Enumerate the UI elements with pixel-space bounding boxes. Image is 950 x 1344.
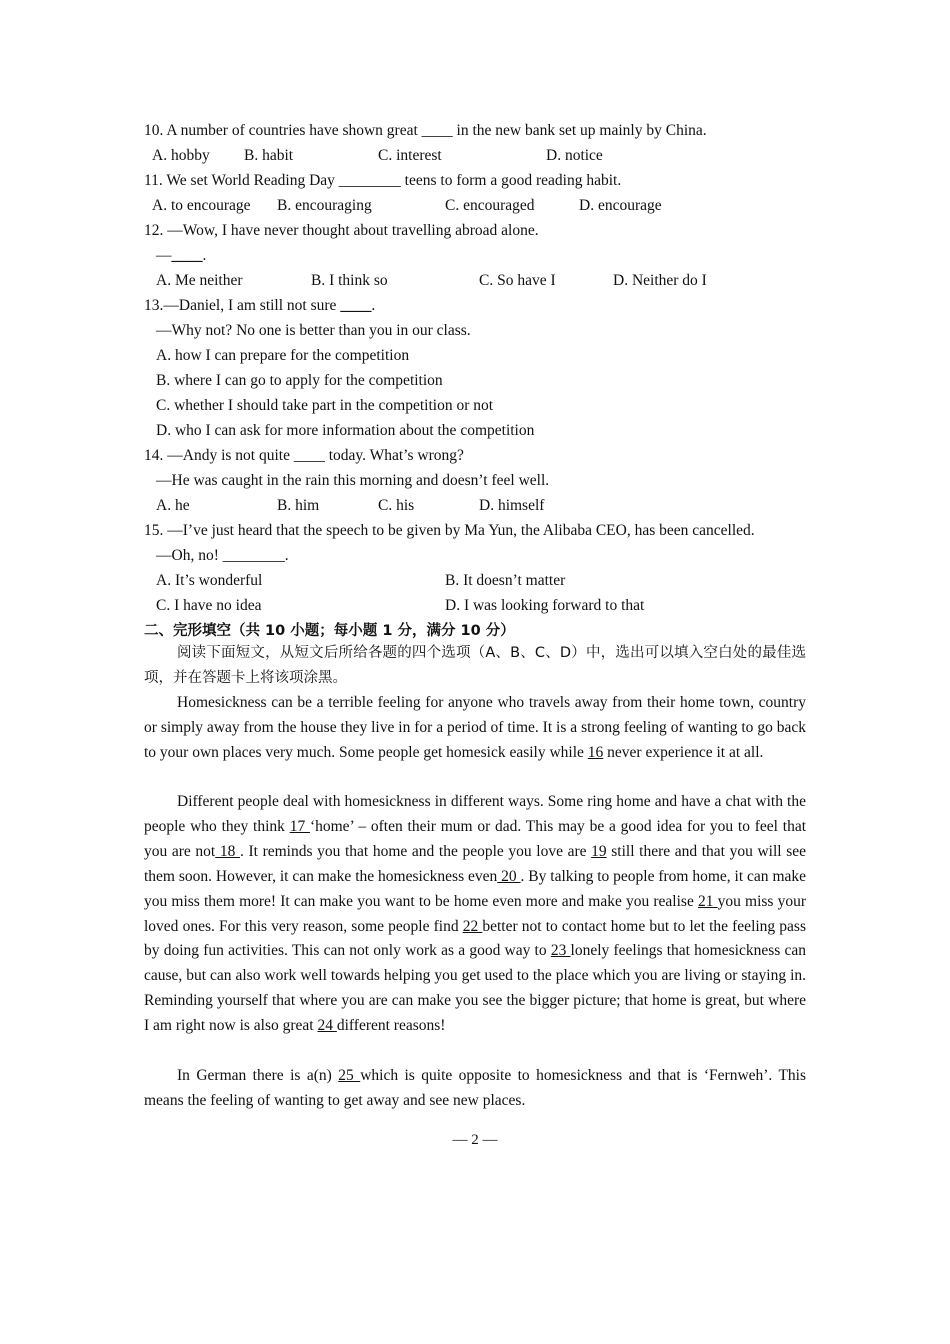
q10-option-c: C. interest — [378, 147, 442, 164]
question-15-stem: 15. —I’ve just heard that the speech to be given by Ma Yun, the Alibaba CEO, has been cancelled. — [144, 522, 755, 539]
q14-option-a: A. he — [156, 497, 190, 514]
q11-option-c: C. encouraged — [445, 197, 535, 214]
section-instruction: 阅读下面短文，从短文后所给各题的四个选项（A、B、C、D）中，选出可以填入空白处的最佳选项，并在答题卡上将该项涂黑。 — [144, 645, 806, 686]
q11-option-b: B. encouraging — [277, 197, 372, 214]
blank-19: 19 — [591, 842, 607, 860]
question-12-stem: 12. —Wow, I have never thought about travelling abroad alone. — [144, 222, 539, 239]
blank-16: 16 — [587, 743, 604, 761]
passage-paragraph-3: In German there is a(n) 25 which is quite opposite to homesickness and that is ‘Fernweh’. This means the feeling of wanting to get away and see new places. — [144, 1067, 807, 1109]
q13-option-a: A. how I can prepare for the competition — [156, 347, 410, 364]
q12-option-a: A. Me neither — [156, 272, 243, 289]
q12-reply-blank: ____ — [171, 247, 203, 264]
question-10-stem: 10. A number of countries have shown great ____ in the new bank set up mainly by China. — [144, 122, 707, 139]
q15-option-d: D. I was looking forward to that — [445, 597, 645, 614]
question-14-stem: 14. —Andy is not quite ____ today. What’s wrong? — [144, 447, 464, 464]
blank-20: 20 — [497, 867, 521, 885]
q12-option-d: D. Neither do I — [613, 272, 707, 289]
blank-17: 17 — [289, 817, 310, 835]
blank-18: 18 — [215, 842, 240, 860]
q13-option-d: D. who I can ask for more information about the competition — [156, 422, 535, 439]
question-11-stem: 11. We set World Reading Day ________ teens to form a good reading habit. — [144, 172, 622, 189]
question-12-reply — [156, 246, 206, 266]
q14-option-b: B. him — [277, 497, 320, 514]
page-number: — 2 — — [452, 1132, 498, 1148]
q12-reply-end: . — [202, 247, 207, 264]
passage-paragraph-2: Different people deal with homesickness in different ways. Some ring home and have a chat with the people who they think 17 ‘home’ – often their mum or dad. This may be a good idea for you to feel that you are not 18 . It reminds you that home and the people you love are 19 still there and that you will see them soon. However, it can make the homesickness even 20 . By talking to people from home, it can make you miss them more! It can make you want to be home even more and make you realise 21 you miss your loved ones. For this very reason, some people find 22 better not to contact home but to let the feeling pass by doing fun activities. This can not only work as a good way to 23 lonely feelings that homesickness can cause, but can also work well towards helping you get used to the place which you are living or staying in. Reminding yourself that where you are can make you see the bigger picture; that home is great, but where I am right now is also great 24 different reasons! — [144, 793, 807, 1035]
blank-24: 24 — [317, 1017, 337, 1035]
q13-stem-text: 13.—Daniel, I am still not sure — [144, 297, 341, 314]
blank-23: 23 — [550, 942, 571, 960]
q15-option-a: A. It’s wonderful — [156, 572, 263, 589]
blank-25: 25 — [338, 1067, 361, 1084]
q10-option-d: D. notice — [546, 147, 603, 164]
q15-option-b: B. It doesn’t matter — [445, 572, 566, 589]
q14-option-d: D. himself — [479, 497, 545, 514]
q12-reply-dash: — — [156, 247, 172, 264]
q11-option-a: A. to encourage — [152, 197, 251, 214]
q13-stem-end: . — [371, 297, 376, 314]
q13-option-c: C. whether I should take part in the competition or not — [156, 397, 494, 414]
q11-option-d: D. encourage — [579, 197, 662, 214]
section-heading: 二、完形填空（共 10 小题；每小题 1 分，满分 10 分） — [144, 623, 515, 639]
blank-21: 21 — [697, 892, 718, 910]
question-14-reply: —He was caught in the rain this morning and doesn’t feel well. — [156, 472, 550, 489]
q10-option-b: B. habit — [244, 147, 294, 164]
question-13-stem — [144, 296, 375, 316]
passage-paragraph-1: Homesickness can be a terrible feeling for anyone who travels away from their home town, country or simply away from the house they live in for a period of time. It is a strong feeling of wanting to go back to your own places very much. Some people get homesick easily while 16 never experience it at all. — [144, 694, 806, 761]
q13-stem-blank: ____ — [340, 297, 372, 314]
q15-option-c: C. I have no idea — [156, 597, 262, 614]
q12-option-c: C. So have I — [479, 272, 556, 289]
q12-option-b: B. I think so — [311, 272, 388, 289]
q13-option-b: B. where I can go to apply for the competition — [156, 372, 443, 389]
question-13-reply: —Why not? No one is better than you in our class. — [156, 322, 471, 339]
q10-option-a: A. hobby — [152, 147, 210, 164]
blank-22: 22 — [462, 917, 483, 935]
q14-option-c: C. his — [378, 497, 415, 514]
question-15-reply: —Oh, no! ________. — [156, 547, 289, 564]
